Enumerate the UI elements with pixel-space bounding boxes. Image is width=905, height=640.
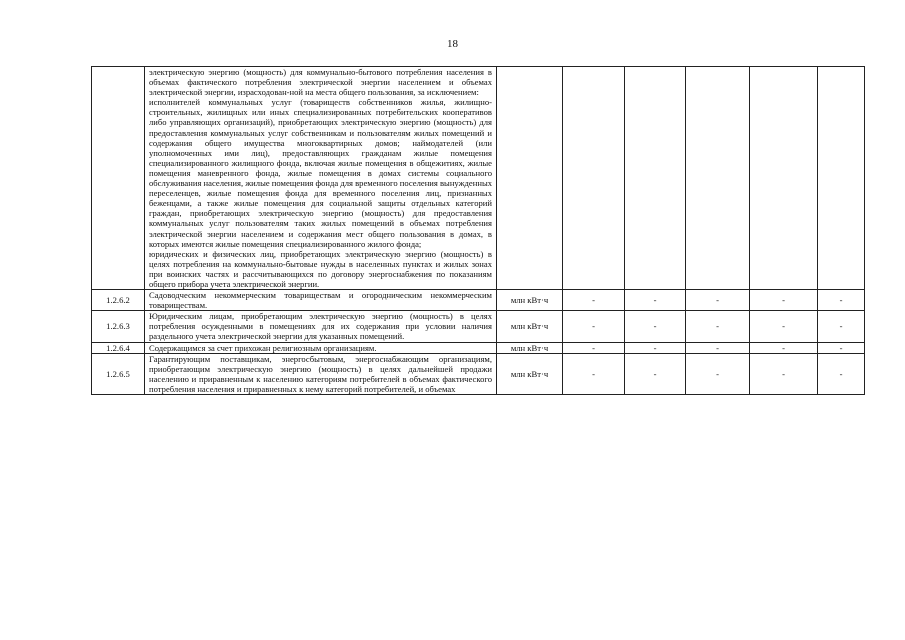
row-value: -: [686, 353, 750, 394]
table-row: [92, 311, 865, 342]
row-number: 1.2.6.2: [92, 290, 145, 311]
table-row-continuation: [92, 67, 865, 290]
row-unit: млн кВт·ч: [497, 311, 563, 342]
row-unit: млн кВт·ч: [497, 353, 563, 394]
row-value: -: [563, 342, 625, 353]
row-value: -: [625, 353, 686, 394]
row-value: -: [750, 353, 818, 394]
row-value: -: [818, 342, 865, 353]
row-description: [145, 67, 497, 290]
row-value: -: [563, 311, 625, 342]
row-value: -: [686, 342, 750, 353]
row-unit: [497, 67, 563, 290]
row-unit: млн кВт·ч: [497, 342, 563, 353]
row-value: -: [625, 290, 686, 311]
intro-paragraph: юридических и физических лиц, приобретающих электрическую энергию (мощность) в целях потребления на коммунально-бытовые нужды в населенных пунктах и жилых зонах при воинских частях и рассчитывающихся по договору энергоснабжения по показаниям общего прибора учета электрической энергии.: [149, 248, 492, 289]
row-value: [625, 67, 686, 290]
row-description: Содержащимся за счет прихожан религиозным организациям.: [145, 342, 497, 353]
intro-paragraph: электрическую энергию (мощность) для коммунально-бытового потребления населения в объемах фактического потребления электрической энергии населением и объемах электрической энергии, израсходован-ной на места общего пользования, за исключением:: [149, 67, 492, 98]
row-value: [818, 67, 865, 290]
table-row: [92, 290, 865, 311]
row-number: 1.2.6.3: [92, 311, 145, 342]
row-number: 1.2.6.5: [92, 353, 145, 394]
tariff-table: [91, 66, 865, 395]
row-value: -: [625, 311, 686, 342]
row-value: -: [818, 353, 865, 394]
row-value: -: [750, 342, 818, 353]
row-value: -: [686, 311, 750, 342]
row-value: -: [686, 290, 750, 311]
row-value: -: [625, 342, 686, 353]
page-number: 18: [447, 38, 458, 50]
row-value: [750, 67, 818, 290]
row-value: -: [563, 290, 625, 311]
row-description: Гарантирующим поставщикам, энергосбытовым, энергоснабжающим организациям, приобретающим электрическую энергию (мощность) в целях дальнейшей продажи населению и приравненным к населению категориям потребителей в объемах фактического потребления населения и приравненных к нему категорий потребителей, и объемах: [145, 353, 497, 394]
table-row: [92, 353, 865, 394]
row-number: [92, 67, 145, 290]
row-number: 1.2.6.4: [92, 342, 145, 353]
row-value: -: [818, 290, 865, 311]
row-description: Юридическим лицам, приобретающим электрическую энергию (мощность) в целях потребления осужденными в помещениях для их содержания при условии наличия раздельного учета электрической энергии для указанных помещений.: [145, 311, 497, 342]
row-value: -: [750, 290, 818, 311]
intro-paragraph: исполнителей коммунальных услуг (товариществ собственников жилья, жилищно-строительных, жилищных или иных специализированных потребительских кооперативов либо управляющих организаций), приобретающих электрическую энергию (мощность) для предоставления коммунальных услуг собственникам и пользователям жилых помещений и содержания общего имущества многоквартирных домов; наймодателей (или уполномоченных ими лиц), предоставляющих гражданам жилые помещения специализированного жилищного фонда, включая жилые помещения в общежитиях, жилые помещения маневренного фонда, жилые помещения в домах системы социального обслуживания населения, жилые помещения фонда для временного поселения вынужденных переселенцев, жилые помещения фонда для временного поселения лиц, признанных беженцами, а также жилые помещения для социальной защиты отдельных категорий граждан, приобретающих электрическую энергию (мощность) для предоставления коммунальных услуг пользователям таких жилых помещений в объемах потребления электрической энергии населением и содержания мест общего пользования в домах, в которых имеются жилые помещения специализированного жилого фонда;: [149, 97, 493, 249]
row-value: -: [563, 353, 625, 394]
row-value: [686, 67, 750, 290]
row-value: -: [818, 311, 865, 342]
row-value: [563, 67, 625, 290]
row-unit: млн кВт·ч: [497, 290, 563, 311]
row-value: -: [750, 311, 818, 342]
row-description: Садоводческим некоммерческим товариществам и огородническим некоммерческим товариществам.: [145, 290, 497, 311]
table-row: [92, 342, 865, 353]
